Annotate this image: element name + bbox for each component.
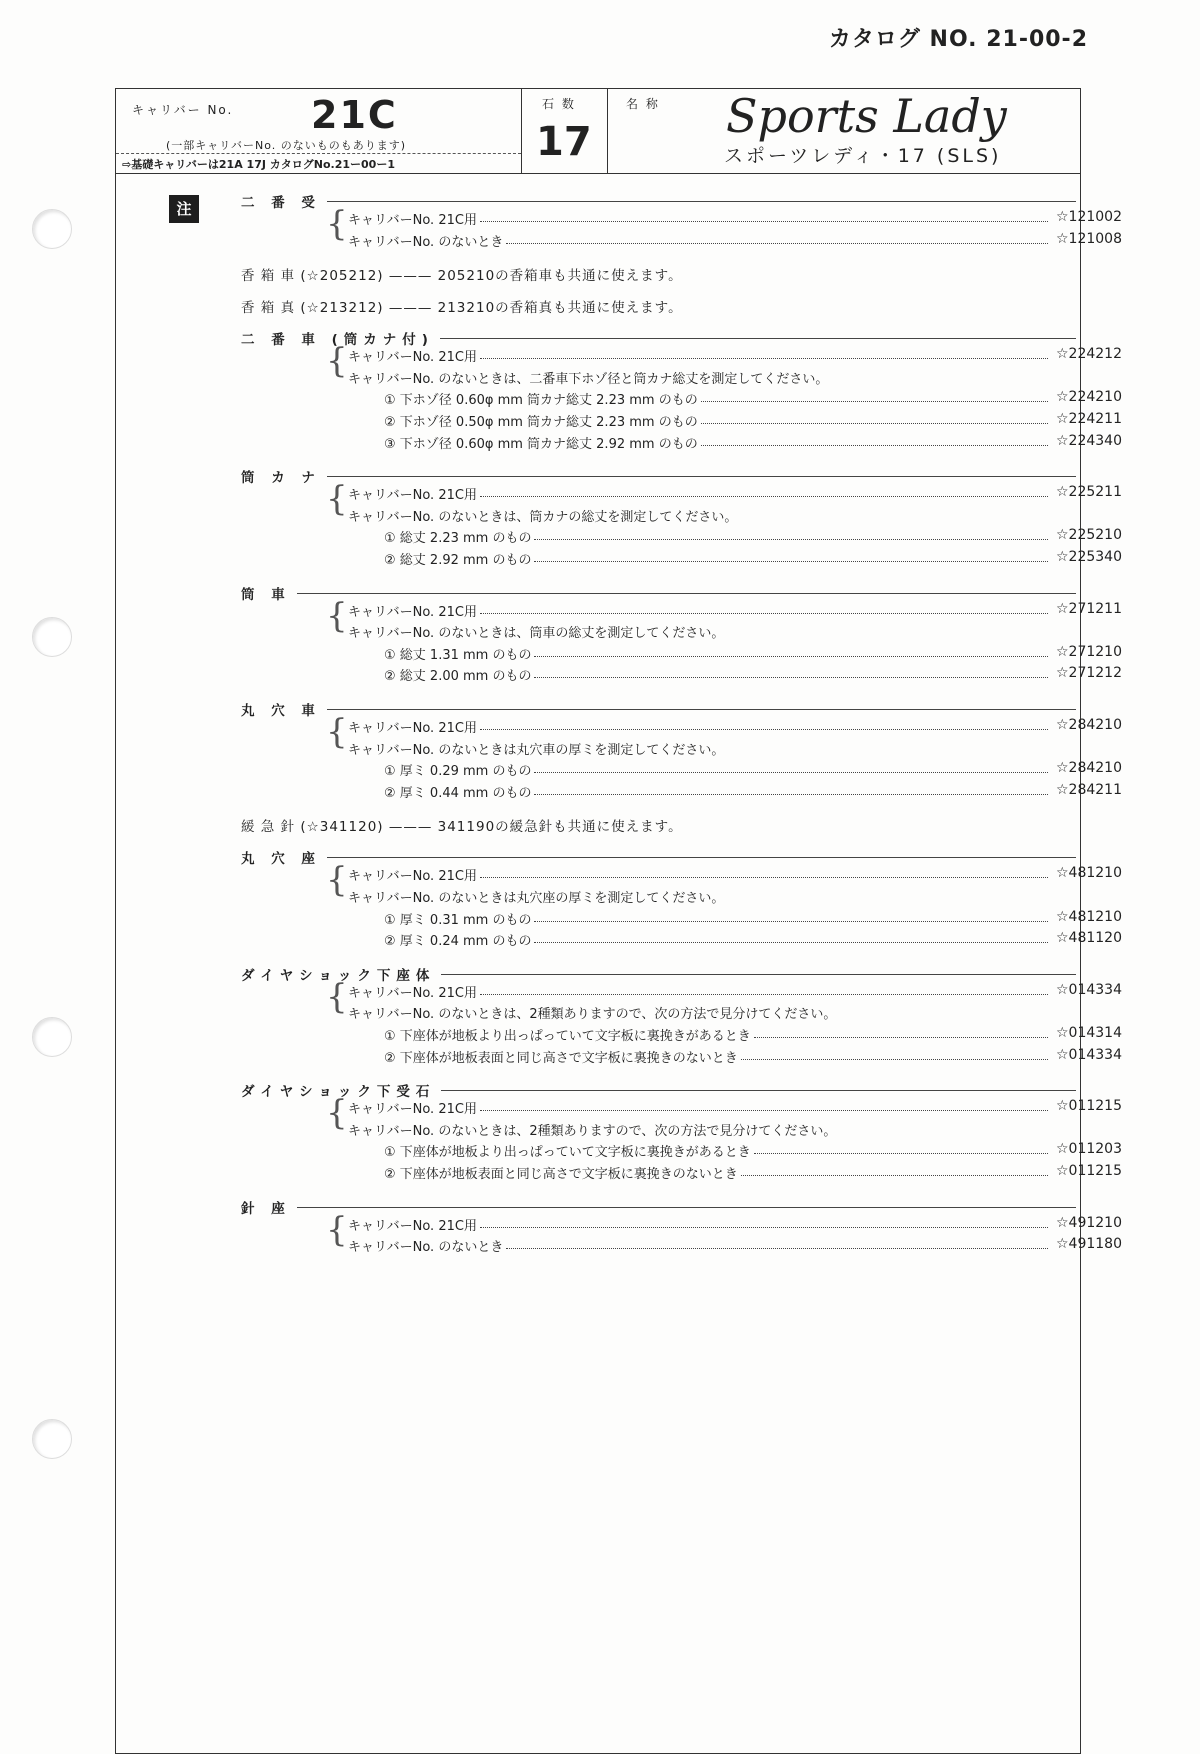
dotted-leader [506, 243, 1048, 244]
dotted-leader [534, 677, 1048, 678]
section-title: 丸 穴 座 [241, 851, 321, 868]
dotted-leader [480, 1110, 1048, 1111]
row-text: キャリバーNo. のないときは、二番車下ホゾ径と筒カナ総丈を測定してください。 [348, 371, 829, 387]
row-text: キャリバーNo. 21C用 [348, 350, 477, 366]
row-text: ② 下ホゾ径 0.50φ mm 筒カナ総丈 2.23 mm のもの [384, 415, 698, 430]
part-number: ☆481120 [1056, 930, 1122, 947]
row-text: キャリバーNo. 21C用 [348, 869, 477, 885]
name-cell [608, 89, 1080, 173]
row-text: ② 厚ミ 0.44 mm のもの [384, 785, 532, 801]
section-title: 二 番 受 [241, 195, 321, 211]
brace-icon: { [326, 860, 348, 901]
model-name: スポーツレディ・17 (SLS) [724, 145, 1002, 167]
brace-icon: { [326, 1209, 348, 1250]
script-model-name: Sports Lady [726, 89, 1007, 143]
part-number: ☆224211 [1056, 411, 1122, 427]
jewels-cell [522, 89, 608, 173]
part-number: ☆491180 [1056, 1236, 1122, 1253]
row-text: キャリバーNo. のないときは丸穴座の厚ミを測定してください。 [348, 891, 725, 906]
brace-icon: { [326, 595, 348, 636]
section-title: 筒 カ ナ [241, 470, 321, 487]
dotted-leader [741, 1059, 1048, 1060]
row-text: キャリバーNo. 21C用 [348, 721, 477, 736]
section-title: ダイヤショック下座体 [241, 967, 436, 984]
caliber-label: キャリバー No. [132, 103, 234, 117]
part-number: ☆224210 [1056, 389, 1122, 406]
part-number: ☆121008 [1056, 230, 1122, 247]
part-number: ☆014334 [1056, 1046, 1122, 1063]
section-title: 筒 車 [241, 586, 291, 603]
brace-icon: { [326, 712, 348, 752]
caliber-cell [116, 89, 522, 173]
base-caliber-note: ⇨基礎キャリバーは21A 17J カタログNo.21ー00ー1 [122, 158, 395, 171]
catalog-number: カタログ NO. 21-00-2 [828, 27, 1088, 52]
row-text: ② 総丈 2.00 mm のもの [384, 669, 532, 685]
dotted-leader [480, 358, 1048, 359]
section-title: 香 箱 車 (☆205212) ——— 205210の香箱車も共通に使えます。 [241, 268, 683, 285]
part-number: ☆225211 [1056, 484, 1122, 501]
dotted-leader [754, 1037, 1048, 1038]
part-number: ☆481210 [1056, 908, 1122, 925]
row-text: キャリバーNo. のないときは、2種類ありますので、次の方法で見分けてください。 [348, 1007, 837, 1023]
section-title: 針 座 [241, 1200, 291, 1217]
row-text: ② 厚ミ 0.24 mm のもの [384, 934, 532, 950]
row-text: キャリバーNo. のないとき [348, 1240, 504, 1256]
section-rule [327, 476, 1076, 477]
part-number: ☆271211 [1056, 600, 1122, 617]
dotted-leader [480, 994, 1048, 995]
row-text: ① 下座体が地板より出っぱっていて文字板に裏挽きがあるとき [384, 1145, 751, 1161]
caliber-number: 21C [311, 93, 398, 137]
dotted-leader [701, 423, 1048, 424]
caliber-note: (一部キャリバーNo. のないものもあります) [166, 139, 407, 152]
part-number: ☆121002 [1056, 209, 1122, 225]
section-title: 香 箱 真 (☆213212) ——— 213210の香箱真も共通に使えます。 [241, 300, 683, 317]
part-number: ☆271212 [1056, 665, 1122, 682]
dotted-leader [534, 656, 1048, 657]
dotted-leader [754, 1153, 1048, 1154]
row-text: ② 総丈 2.92 mm のもの [384, 553, 532, 568]
part-number: ☆224340 [1056, 432, 1122, 449]
dotted-leader [480, 1227, 1048, 1228]
brace-icon: { [326, 204, 348, 244]
row-text: キャリバーNo. のないときは、2種類ありますので、次の方法で見分けてください。 [348, 1123, 837, 1139]
section-rule [327, 857, 1076, 858]
section-rule [441, 974, 1076, 975]
row-text: キャリバーNo. 21C用 [348, 213, 477, 228]
part-number: ☆224212 [1056, 346, 1122, 363]
row-text: ① 総丈 2.23 mm のもの [384, 531, 532, 547]
row-text: ③ 下ホゾ径 0.60φ mm 筒カナ総丈 2.92 mm のもの [384, 436, 698, 452]
part-number: ☆014334 [1056, 981, 1122, 998]
dotted-leader [534, 539, 1048, 540]
dotted-leader [480, 613, 1048, 614]
part-number: ☆271210 [1056, 643, 1122, 660]
section-rule [441, 1090, 1076, 1091]
row-text: ② 下座体が地板表面と同じ高さで文字板に裏挽きのないとき [384, 1167, 738, 1182]
punch-hole [32, 1017, 72, 1057]
name-label: 名 称 [626, 97, 660, 111]
dotted-leader [506, 1248, 1048, 1249]
row-text: キャリバーNo. 21C用 [348, 1218, 477, 1234]
dotted-leader [480, 729, 1048, 730]
section-rule [297, 1207, 1076, 1208]
dotted-leader [701, 401, 1048, 402]
part-number: ☆284211 [1056, 781, 1122, 798]
dotted-leader [534, 942, 1048, 943]
row-text: キャリバーNo. 21C用 [348, 604, 477, 620]
note-badge: 注 [169, 195, 199, 223]
section-rule [327, 201, 1076, 202]
section-title: 緩 急 針 (☆341120) ——— 341190の緩急針も共通に使えます。 [241, 819, 683, 836]
header-table [116, 89, 1080, 174]
dotted-leader [701, 445, 1048, 446]
row-text: キャリバーNo. のないとき [348, 234, 504, 250]
jewels-count: 17 [536, 119, 592, 165]
part-number: ☆225210 [1056, 527, 1122, 544]
section-title: ダイヤショック下受石 [241, 1084, 436, 1101]
dotted-leader [480, 221, 1048, 222]
divider [116, 153, 521, 154]
row-text: キャリバーNo. 21C用 [348, 1102, 477, 1118]
part-number: ☆481210 [1056, 865, 1122, 882]
section-title: 二 番 車 (筒カナ付) [241, 332, 434, 349]
row-text: ② 下座体が地板表面と同じ高さで文字板に裏挽きのないとき [384, 1050, 738, 1066]
part-number: ☆284210 [1056, 717, 1122, 733]
row-text: キャリバーNo. のないときは、筒カナの総丈を測定してください。 [348, 509, 738, 525]
row-text: ① 下ホゾ径 0.60φ mm 筒カナ総丈 2.23 mm のもの [384, 393, 698, 409]
part-number: ☆011203 [1056, 1141, 1122, 1158]
row-text: キャリバーNo. 21C用 [348, 488, 477, 504]
catalog-frame [115, 88, 1122, 1754]
dotted-leader [480, 496, 1048, 497]
row-text: キャリバーNo. 21C用 [348, 985, 477, 1001]
row-text: ① 厚ミ 0.31 mm のもの [384, 912, 532, 928]
section-rule [440, 338, 1076, 339]
dotted-leader [480, 877, 1048, 878]
brace-icon: { [326, 1093, 348, 1134]
part-number: ☆225340 [1056, 549, 1122, 565]
row-text: ① 下座体が地板より出っぱっていて文字板に裏挽きがあるとき [384, 1029, 751, 1044]
row-text: キャリバーNo. のないときは丸穴車の厚ミを測定してください。 [348, 742, 725, 758]
jewels-label: 石 数 [542, 97, 576, 111]
row-text: ① 総丈 1.31 mm のもの [384, 647, 532, 663]
part-number: ☆011215 [1056, 1098, 1122, 1115]
punch-hole [32, 1419, 72, 1459]
punch-hole [32, 617, 72, 657]
part-number: ☆011215 [1056, 1163, 1122, 1179]
section-title: 丸 穴 車 [241, 703, 321, 719]
part-number: ☆014314 [1056, 1025, 1122, 1041]
part-number: ☆491210 [1056, 1214, 1122, 1231]
brace-icon: { [326, 479, 348, 520]
dotted-leader [741, 1175, 1048, 1176]
section-rule [297, 593, 1076, 594]
punch-hole [32, 209, 72, 249]
dotted-leader [534, 921, 1048, 922]
dotted-leader [534, 772, 1048, 773]
row-text: キャリバーNo. のないときは、筒車の総丈を測定してください。 [348, 626, 725, 642]
brace-icon: { [326, 976, 348, 1017]
part-number: ☆284210 [1056, 760, 1122, 777]
brace-icon: { [326, 341, 348, 382]
row-text: ① 厚ミ 0.29 mm のもの [384, 764, 532, 780]
section-rule [327, 709, 1076, 710]
dotted-leader [534, 794, 1048, 795]
dotted-leader [534, 561, 1048, 562]
